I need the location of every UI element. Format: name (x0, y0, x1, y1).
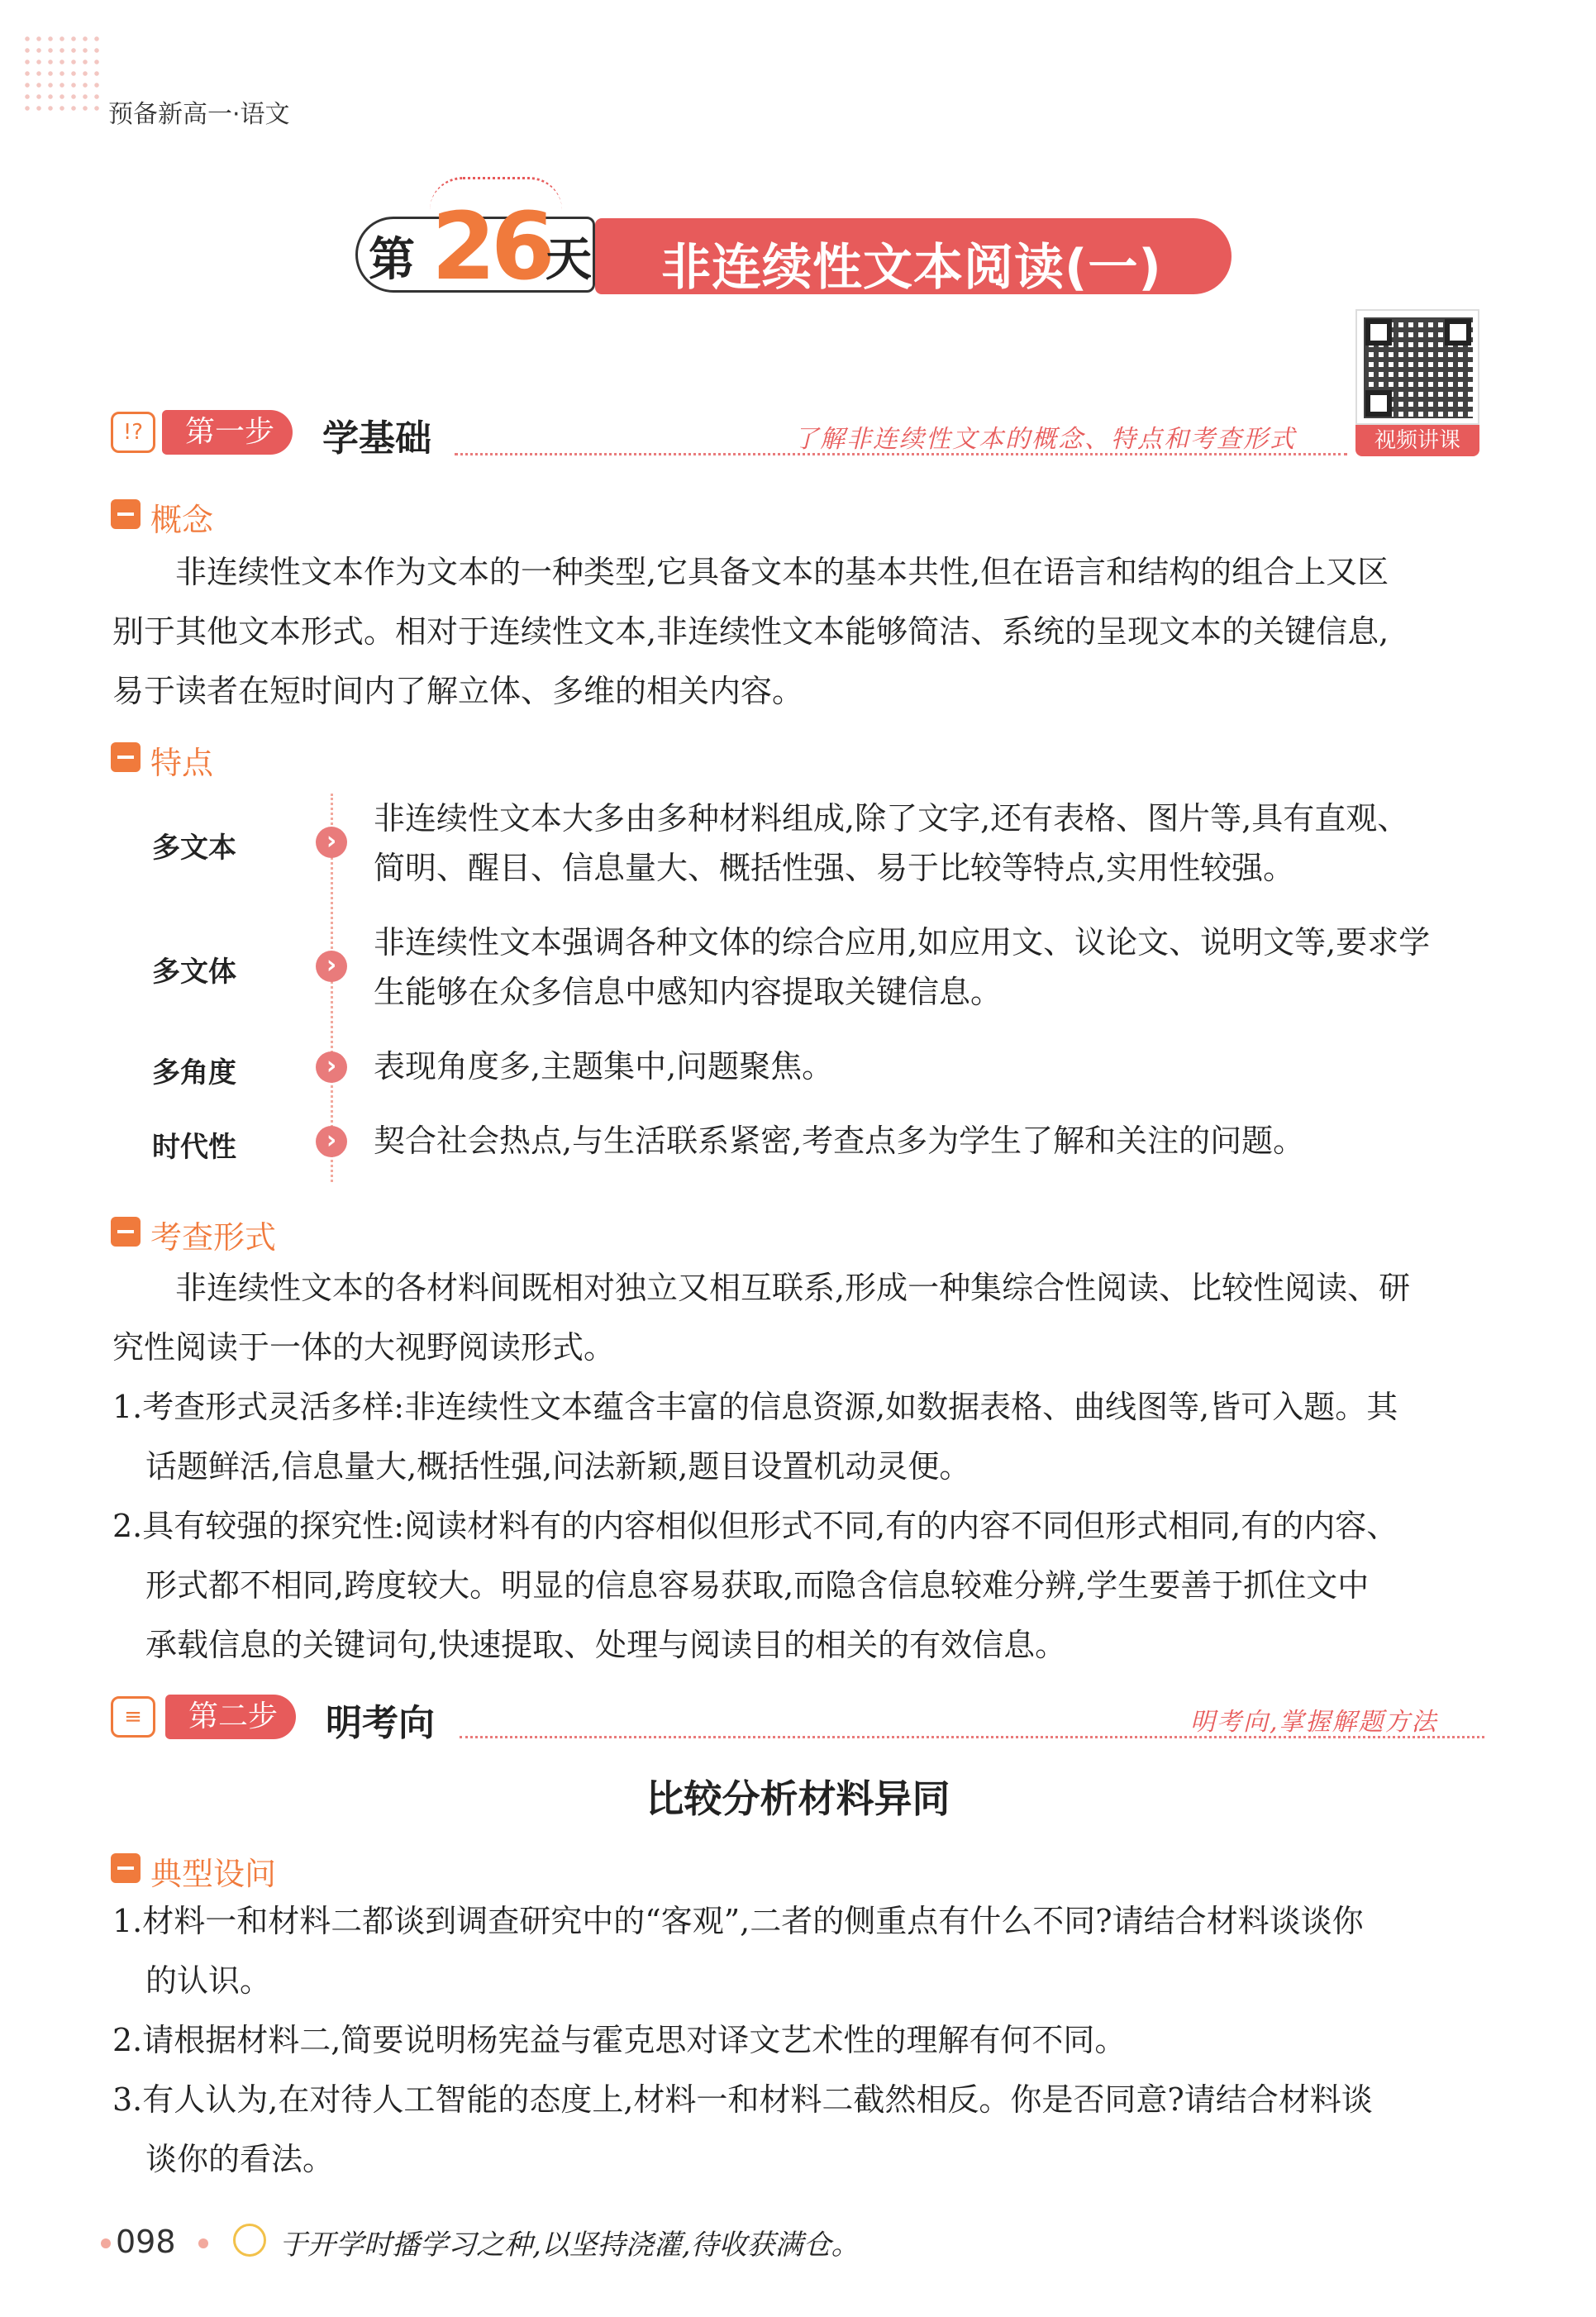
exam-forms-heading: 考查形式 (150, 1219, 277, 1256)
feature-line: 简明、醒目、信息量大、概括性强、易于比较等特点,实用性较强。 (374, 850, 1295, 886)
feature-text (374, 794, 1408, 893)
step2-hint: 明考向,掌握解题方法 (1190, 1708, 1438, 1737)
step1-title: 学基础 (322, 417, 431, 460)
subject-title: 比较分析材料异同 (646, 1776, 950, 1821)
item-number: 3. (112, 2081, 143, 2118)
concept-line: 非连续性文本作为文本的一种类型,它具备文本的基本共性,但在语言和结构的组合上又区 (175, 554, 1389, 590)
footer-dot (198, 2238, 208, 2248)
question-item (112, 1891, 1501, 2010)
qr-finder-bottom-left (1365, 390, 1392, 417)
exam-forms-intro (112, 1258, 1484, 1377)
chevron-right-icon: › (316, 827, 347, 858)
item-line: 形式都不相同,跨度较大。明显的信息容易获取,而隐含信息较难分辨,学生要善于抓住文中 (145, 1567, 1370, 1604)
feature-label: 多角度 (152, 1056, 236, 1089)
page-number: 098 (116, 2224, 176, 2260)
qr-finder-top-left (1365, 319, 1392, 346)
feature-line: 非连续性文本大多由多种材料组成,除了文字,还有表格、图片等,具有直观、 (374, 800, 1409, 837)
step1-pill: 第一步 (162, 410, 293, 455)
feature-text: 表现角度多,主题集中,问题聚焦。 (374, 1048, 834, 1085)
concept-line: 易于读者在短时间内了解立体、多维的相关内容。 (112, 673, 804, 709)
item-line: 话题鲜活,信息量大,概括性强,问法新颖,题目设置机动灵便。 (145, 1448, 971, 1485)
item-number: 1. (112, 1389, 143, 1425)
typical-questions-heading: 典型设问 (150, 1856, 277, 1892)
header-dots-decoration (21, 33, 104, 116)
header-running-title: 预备新高一·语文 (108, 100, 290, 129)
chevron-right-icon: › (316, 1051, 347, 1083)
section-one-icon (111, 499, 141, 529)
concept-line: 别于其他文本形式。相对于连续性文本,非连续性文本能够简洁、系统的呈现文本的关键信息, (112, 613, 1389, 650)
section-one-icon (111, 1853, 141, 1883)
notebook-icon: ≡ (111, 1696, 155, 1738)
feature-text (374, 918, 1430, 1017)
chevron-right-icon: › (316, 1126, 347, 1157)
exam-forms-line: 非连续性文本的各材料间既相对独立又相互联系,形成一种集综合性阅读、比较性阅读、研 (175, 1270, 1411, 1306)
thinking-icon: !? (111, 412, 155, 453)
feature-label: 多文本 (152, 832, 236, 865)
item-line: 材料一和材料二都谈到调查研究中的“客观”,二者的侧重点有什么不同?请结合材料谈谈你 (142, 1903, 1364, 1939)
lesson-title: 非连续性文本阅读(一) (661, 239, 1162, 297)
exam-forms-line: 究性阅读于一体的大视野阅读形式。 (112, 1329, 616, 1366)
item-line: 请根据材料二,简要说明杨宪益与霍克思对译文艺术性的理解有何不同。 (142, 2022, 1127, 2058)
exam-form-item (112, 1496, 1501, 1675)
section-three-icon (111, 1217, 141, 1247)
step1-hint: 了解非连续性文本的概念、特点和考查形式 (793, 425, 1296, 454)
qr-code-icon[interactable] (1355, 309, 1479, 425)
concept-heading: 概念 (150, 502, 214, 538)
item-line: 谈你的看法。 (145, 2141, 335, 2177)
concept-paragraph (112, 542, 1484, 721)
features-heading: 特点 (150, 745, 214, 781)
exam-form-item (112, 1377, 1501, 1496)
footer-motto: 于开学时播学习之种,以坚持浇灌,待收获满仓。 (279, 2229, 860, 2262)
video-lesson-label[interactable]: 视频讲课 (1355, 425, 1479, 456)
lightbulb-icon (233, 2224, 266, 2257)
item-line: 具有较强的探究性:阅读材料有的内容相似但形式不同,有的内容不同但形式相同,有的内容、 (142, 1508, 1398, 1544)
footer-dot (101, 2238, 111, 2248)
question-item (112, 2070, 1501, 2189)
step2-pill: 第二步 (165, 1695, 296, 1739)
item-number: 2. (112, 2022, 143, 2058)
chevron-right-icon: › (316, 951, 347, 982)
day-suffix: 天 (545, 233, 592, 287)
feature-label: 多文体 (152, 956, 236, 989)
day-prefix: 第 (369, 233, 415, 287)
qr-finder-top-right (1445, 319, 1471, 346)
item-line: 的认识。 (145, 1962, 272, 1999)
item-number: 1. (112, 1903, 143, 1939)
question-item (112, 2010, 1501, 2070)
feature-line: 生能够在众多信息中感知内容提取关键信息。 (374, 974, 1003, 1010)
item-line: 考查形式灵活多样:非连续性文本蕴含丰富的信息资源,如数据表格、曲线图等,皆可入题。其 (142, 1389, 1398, 1425)
item-line: 承载信息的关键词句,快速提取、处理与阅读目的相关的有效信息。 (145, 1627, 1067, 1663)
item-number: 2. (112, 1508, 143, 1544)
feature-label: 时代性 (152, 1131, 236, 1164)
step2-title: 明考向 (326, 1702, 435, 1744)
item-line: 有人认为,在对待人工智能的态度上,材料一和材料二截然相反。你是否同意?请结合材料谈 (142, 2081, 1373, 2118)
feature-line: 非连续性文本强调各种文体的综合应用,如应用文、议论文、说明文等,要求学 (374, 924, 1431, 961)
section-two-icon (111, 742, 141, 772)
day-number: 26 (431, 193, 550, 301)
feature-text: 契合社会热点,与生活联系紧密,考查点多为学生了解和关注的问题。 (374, 1123, 1305, 1159)
